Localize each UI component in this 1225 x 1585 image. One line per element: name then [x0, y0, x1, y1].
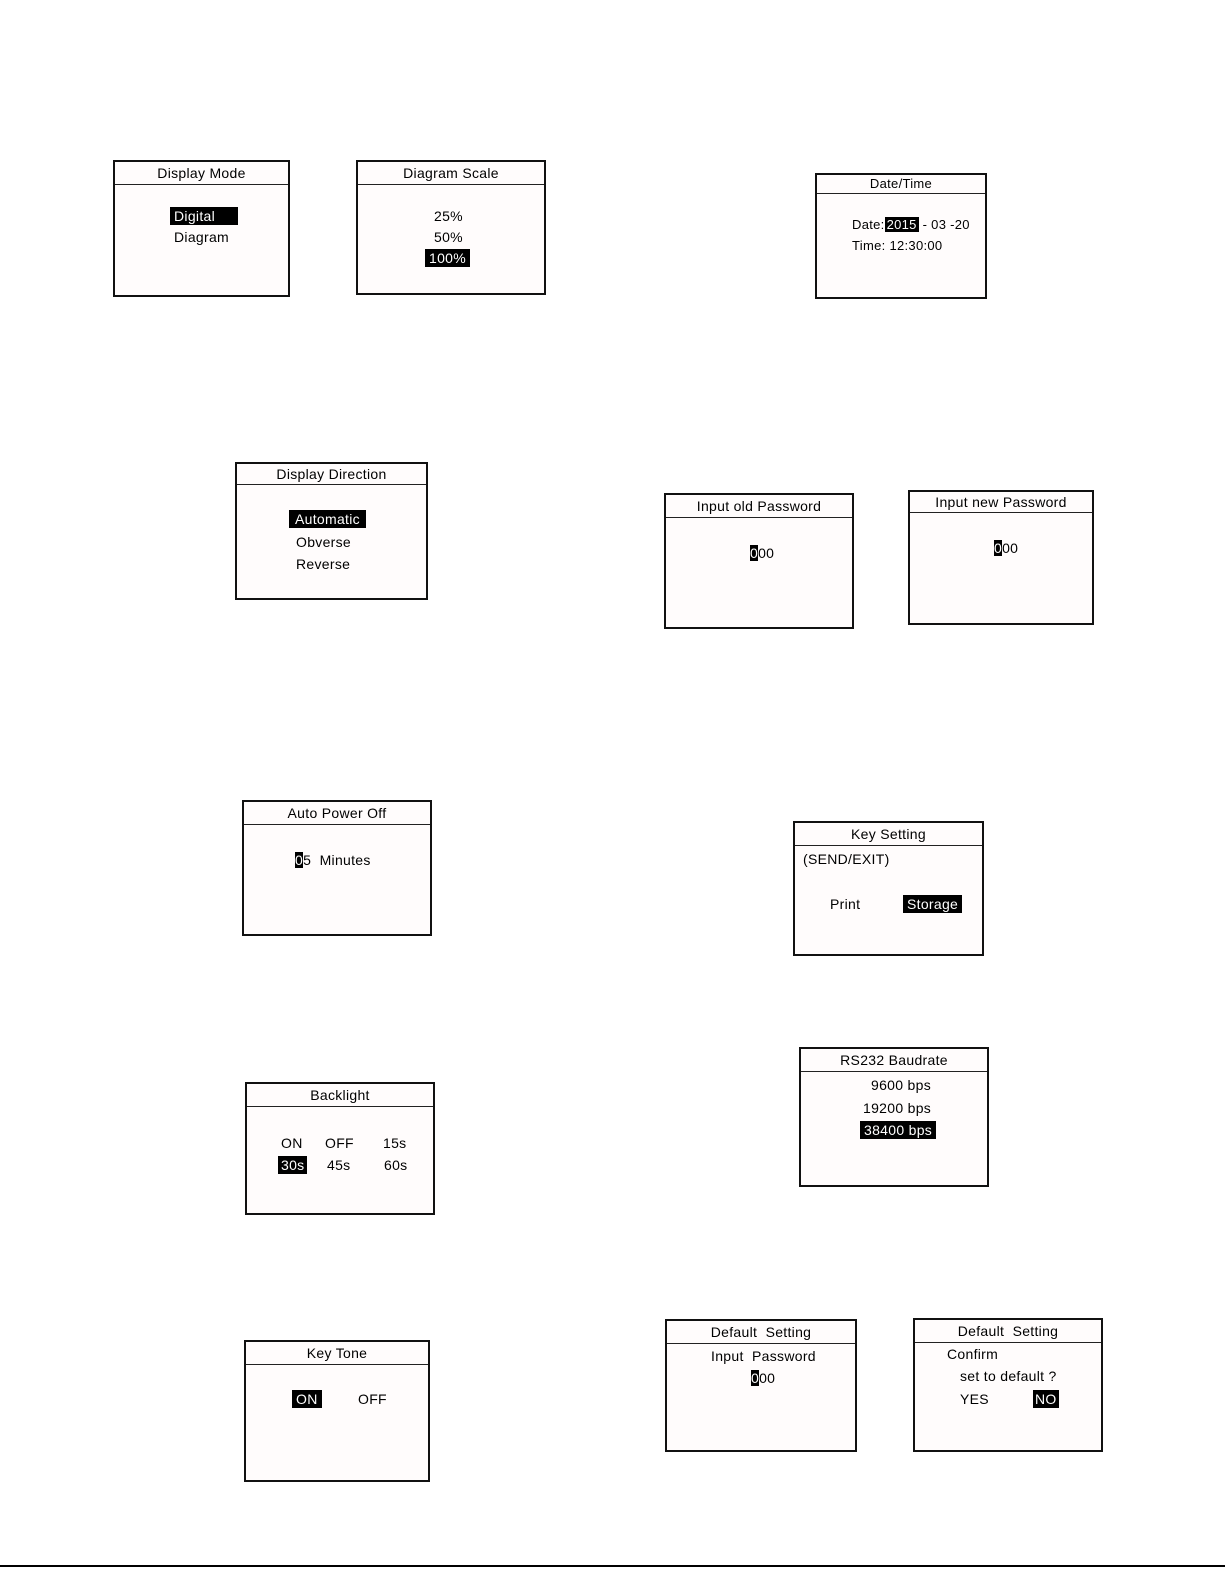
backlight-panel — [245, 1082, 435, 1215]
default-setting-confirm-line2: set to default ? — [960, 1368, 1057, 1384]
time-row — [852, 237, 942, 255]
new-password-cursor-digit[interactable]: 0 — [994, 540, 1003, 556]
new-password-title: Input new Password — [910, 492, 1092, 513]
rs232-option-38400[interactable]: 38400 bps — [860, 1121, 936, 1139]
default-setting-password-panel — [665, 1319, 857, 1452]
page-bottom-rule — [0, 1565, 1225, 1567]
display-direction-panel — [235, 462, 428, 600]
backlight-option-60s[interactable]: 60s — [384, 1157, 408, 1173]
auto-power-off-panel — [242, 800, 432, 936]
new-password-field[interactable] — [994, 539, 1018, 557]
diagram-scale-option-50[interactable]: 50% — [434, 229, 463, 245]
default-setting-password-cursor-digit[interactable]: 0 — [751, 1370, 760, 1386]
diagram-scale-title: Diagram Scale — [358, 162, 544, 185]
auto-power-off-cursor-digit[interactable]: 0 — [295, 852, 304, 868]
date-year-field[interactable]: 2015 — [886, 217, 917, 232]
default-setting-password-rest-digits[interactable]: 00 — [759, 1370, 776, 1386]
default-setting-confirm-line1: Confirm — [947, 1346, 999, 1362]
backlight-option-15s[interactable]: 15s — [383, 1135, 407, 1151]
key-setting-option-storage[interactable]: Storage — [903, 895, 962, 913]
rs232-baudrate-panel — [799, 1047, 989, 1187]
default-setting-confirm-option-no[interactable]: NO — [1035, 1391, 1057, 1407]
display-direction-option-obverse[interactable]: Obverse — [296, 534, 352, 550]
old-password-rest-digits[interactable]: 00 — [758, 545, 775, 561]
rs232-baudrate-title: RS232 Baudrate — [801, 1049, 987, 1072]
key-tone-title: Key Tone — [246, 1342, 428, 1365]
time-label: Time: — [852, 238, 886, 253]
key-tone-panel — [244, 1340, 430, 1482]
old-password-title: Input old Password — [666, 495, 852, 518]
display-direction-option-automatic[interactable]: Automatic — [289, 510, 366, 528]
key-setting-option-print[interactable]: Print — [830, 896, 861, 912]
auto-power-off-rest-digits[interactable]: 5 — [303, 852, 312, 868]
default-setting-confirm-option-yes[interactable]: YES — [960, 1391, 989, 1407]
auto-power-off-title: Auto Power Off — [244, 802, 430, 825]
default-setting-password-field[interactable] — [751, 1369, 775, 1387]
key-setting-title: Key Setting — [795, 823, 982, 846]
default-setting-password-prompt: Input Password — [711, 1348, 816, 1364]
diagram-scale-panel — [356, 160, 546, 295]
new-password-rest-digits[interactable]: 00 — [1002, 540, 1019, 556]
time-value[interactable]: 12:30:00 — [889, 238, 943, 253]
diagram-scale-option-100[interactable]: 100% — [425, 249, 470, 267]
date-time-panel — [815, 173, 987, 299]
backlight-option-on[interactable]: ON — [281, 1135, 303, 1151]
date-label: Date: — [852, 217, 885, 232]
rs232-option-19200[interactable]: 19200 bps — [863, 1100, 932, 1116]
auto-power-off-field[interactable] — [295, 851, 371, 869]
backlight-option-off[interactable]: OFF — [325, 1135, 354, 1151]
auto-power-off-unit: Minutes — [319, 852, 371, 868]
date-month-day[interactable]: - 03 -20 — [922, 217, 970, 232]
diagram-scale-option-25[interactable]: 25% — [434, 208, 463, 224]
rs232-option-9600[interactable]: 9600 bps — [871, 1077, 932, 1093]
display-direction-option-reverse[interactable]: Reverse — [296, 556, 351, 572]
date-row — [852, 216, 970, 234]
display-mode-title: Display Mode — [115, 162, 288, 185]
key-setting-subtitle: (SEND/EXIT) — [803, 851, 890, 867]
backlight-option-30s[interactable]: 30s — [278, 1156, 307, 1174]
default-setting-confirm-title: Default Setting — [915, 1320, 1101, 1343]
key-tone-option-on[interactable]: ON — [292, 1390, 322, 1408]
date-time-title: Date/Time — [817, 175, 985, 194]
key-tone-option-off[interactable]: OFF — [358, 1391, 387, 1407]
default-setting-password-title: Default Setting — [667, 1321, 855, 1344]
display-mode-option-diagram[interactable]: Diagram — [174, 229, 230, 245]
old-password-panel — [664, 493, 854, 629]
default-setting-confirm-panel — [913, 1318, 1103, 1452]
old-password-field[interactable] — [750, 544, 774, 562]
display-mode-option-digital[interactable]: Digital — [170, 207, 238, 225]
backlight-option-45s[interactable]: 45s — [327, 1157, 351, 1173]
key-setting-panel — [793, 821, 984, 956]
new-password-panel — [908, 490, 1094, 625]
display-direction-title: Display Direction — [237, 464, 426, 485]
display-mode-panel — [113, 160, 290, 297]
backlight-title: Backlight — [247, 1084, 433, 1107]
old-password-cursor-digit[interactable]: 0 — [750, 545, 759, 561]
